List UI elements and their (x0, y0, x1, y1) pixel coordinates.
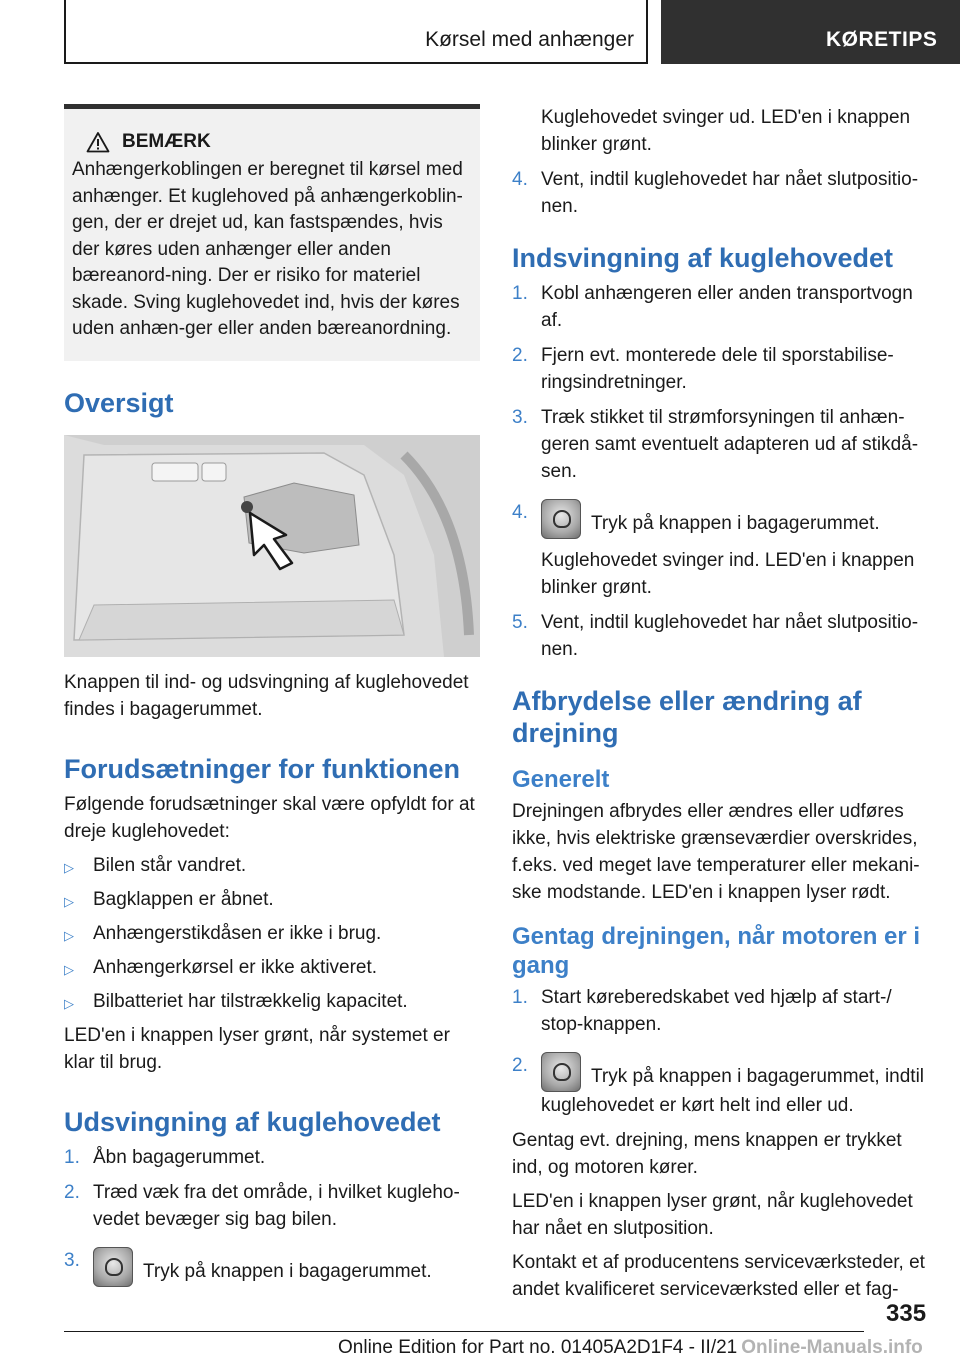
trailer-hitch-button-icon (541, 1052, 581, 1092)
list-item: ▷ Anhængerkørsel er ikke aktiveret. (64, 954, 480, 983)
triangle-bullet-icon: ▷ (64, 927, 74, 943)
step-continuation: Kuglehovedet svinger ind. LED'en i knappen blinker grønt. (541, 550, 915, 598)
notice-text: Anhængerkoblingen er beregnet til kørsel med anhænger. Et kuglehoved på anhængerkoblin-gen, der er drejet ud, kan fastspændes, hvis der køres uden anhænger eller anden bæreanord-ning. Der er risiko for materiel skade. Sving kuglehovedet ind, hvis der køres uden anhæn-ger eller anden bæreanordning. (72, 159, 463, 339)
prereq-list (64, 852, 480, 1017)
header-section-box (64, 0, 648, 64)
header-chapter-box (661, 0, 960, 64)
watermark: Online-Manuals.info (741, 1337, 923, 1358)
triangle-bullet-icon: ▷ (64, 893, 74, 909)
list-item: ▷ Anhængerstikdåsen er ikke i brug. (64, 920, 480, 949)
trailer-hitch-button-icon (541, 499, 581, 539)
prereq-intro: Følgende forudsætninger skal være opfyldt for at dreje kuglehovedet: (64, 793, 475, 842)
notice-box (64, 104, 480, 361)
page-number: 335 (886, 1300, 927, 1327)
triangle-bullet-icon: ▷ (64, 995, 74, 1011)
left-column (64, 104, 480, 1295)
step-continuation: Kuglehovedet svinger ud. LED'en i knappen blinker grønt. (541, 107, 911, 155)
footer-divider (64, 1331, 864, 1332)
step-item: 2. Fjern evt. monterede dele til sporstabilise-ringsindretninger. (512, 345, 894, 393)
repeat-text-2: LED'en i knappen lyser grønt, når kuglehovedet har nået en slutposition. (512, 1191, 913, 1239)
general-text: Drejningen afbrydes eller ændres eller udføres ikke, hvis elektriske grænseværdier overskrides, f.eks. ved meget lave temperaturer eller mekani-ske modstande. LED'en i knappen lyser rødt. (512, 801, 920, 903)
list-item: ▷ Bagklappen er åbnet. (64, 886, 480, 915)
step-item: 1. Åbn bagagerummet. (64, 1146, 266, 1168)
triangle-bullet-icon: ▷ (64, 961, 74, 977)
repeat-text-1: Gentag evt. drejning, mens knappen er trykket ind, og motoren kører. (512, 1130, 902, 1178)
step-item: 1. Start køreberedskabet ved hjælp af start-/ stop-knappen. (512, 987, 892, 1035)
list-item: ▷ Bilbatteriet har tilstrækkelig kapacitet. (64, 988, 480, 1017)
heading-general: Generelt (512, 766, 610, 793)
list-item: ▷ Bilen står vandret. (64, 852, 480, 881)
step-item: 3. Tryk på knappen i bagagerummet. (64, 1247, 480, 1287)
heading-interrupt: Afbrydelse eller ændring af drejning (512, 686, 862, 748)
heading-overview: Oversigt (64, 387, 174, 418)
notice-header (72, 131, 474, 153)
triangle-bullet-icon: ▷ (64, 859, 74, 875)
heading-repeat: Gentag drejningen, når motoren er i gang (512, 923, 921, 979)
heading-swing-in: Indsvingning af kuglehovedet (512, 243, 894, 273)
step-item: 2. Tryk på knappen i bagagerummet, indtil kuglehovedet er kørt helt ind eller ud. (512, 1052, 928, 1119)
repeat-text-3: Kontakt et af producentens serviceværksteder, et andet kvalificeret serviceværksted eller et fag- (512, 1252, 925, 1300)
step-item: 3. Træk stikket til strømforsyningen til anhæn-geren samt eventuelt adapteren ud af stikdå-sen. (512, 407, 919, 482)
step-item: 4. Vent, indtil kuglehovedet har nået slutpositio-nen. (512, 169, 919, 217)
heading-swing-out: Udsvingning af kuglehovedet (64, 1106, 441, 1137)
footer-edition: Online Edition for Part no. 01405A2D1F4 - II/21 Online-Manuals.info (338, 1337, 923, 1358)
warning-icon (86, 131, 110, 153)
step-item: 5. Vent, indtil kuglehovedet har nået slutpositio-nen. (512, 612, 919, 660)
section-title: Kørsel med anhænger (425, 28, 634, 51)
trunk-button-photo (64, 435, 480, 657)
overview-caption: Knappen til ind- og udsvingning af kuglehovedet findes i bagagerummet. (64, 671, 469, 720)
heading-prerequisites: Forudsætninger for funktionen (64, 753, 460, 784)
right-column (512, 104, 928, 1310)
step-item: 2. Træd væk fra det område, i hvilket kugleho-vedet bevæger sig bag bilen. (64, 1181, 460, 1230)
notice-label: BEMÆRK (122, 131, 211, 152)
step-item: 4. Tryk på knappen i bagagerummet. (512, 499, 928, 539)
chapter-title: KØRETIPS (826, 28, 938, 51)
trailer-hitch-button-icon (93, 1247, 133, 1287)
prereq-outro: LED'en i knappen lyser grønt, når systemet er klar til brug. (64, 1024, 450, 1073)
step-item: 1. Kobl anhængeren eller anden transportvogn af. (512, 283, 913, 331)
